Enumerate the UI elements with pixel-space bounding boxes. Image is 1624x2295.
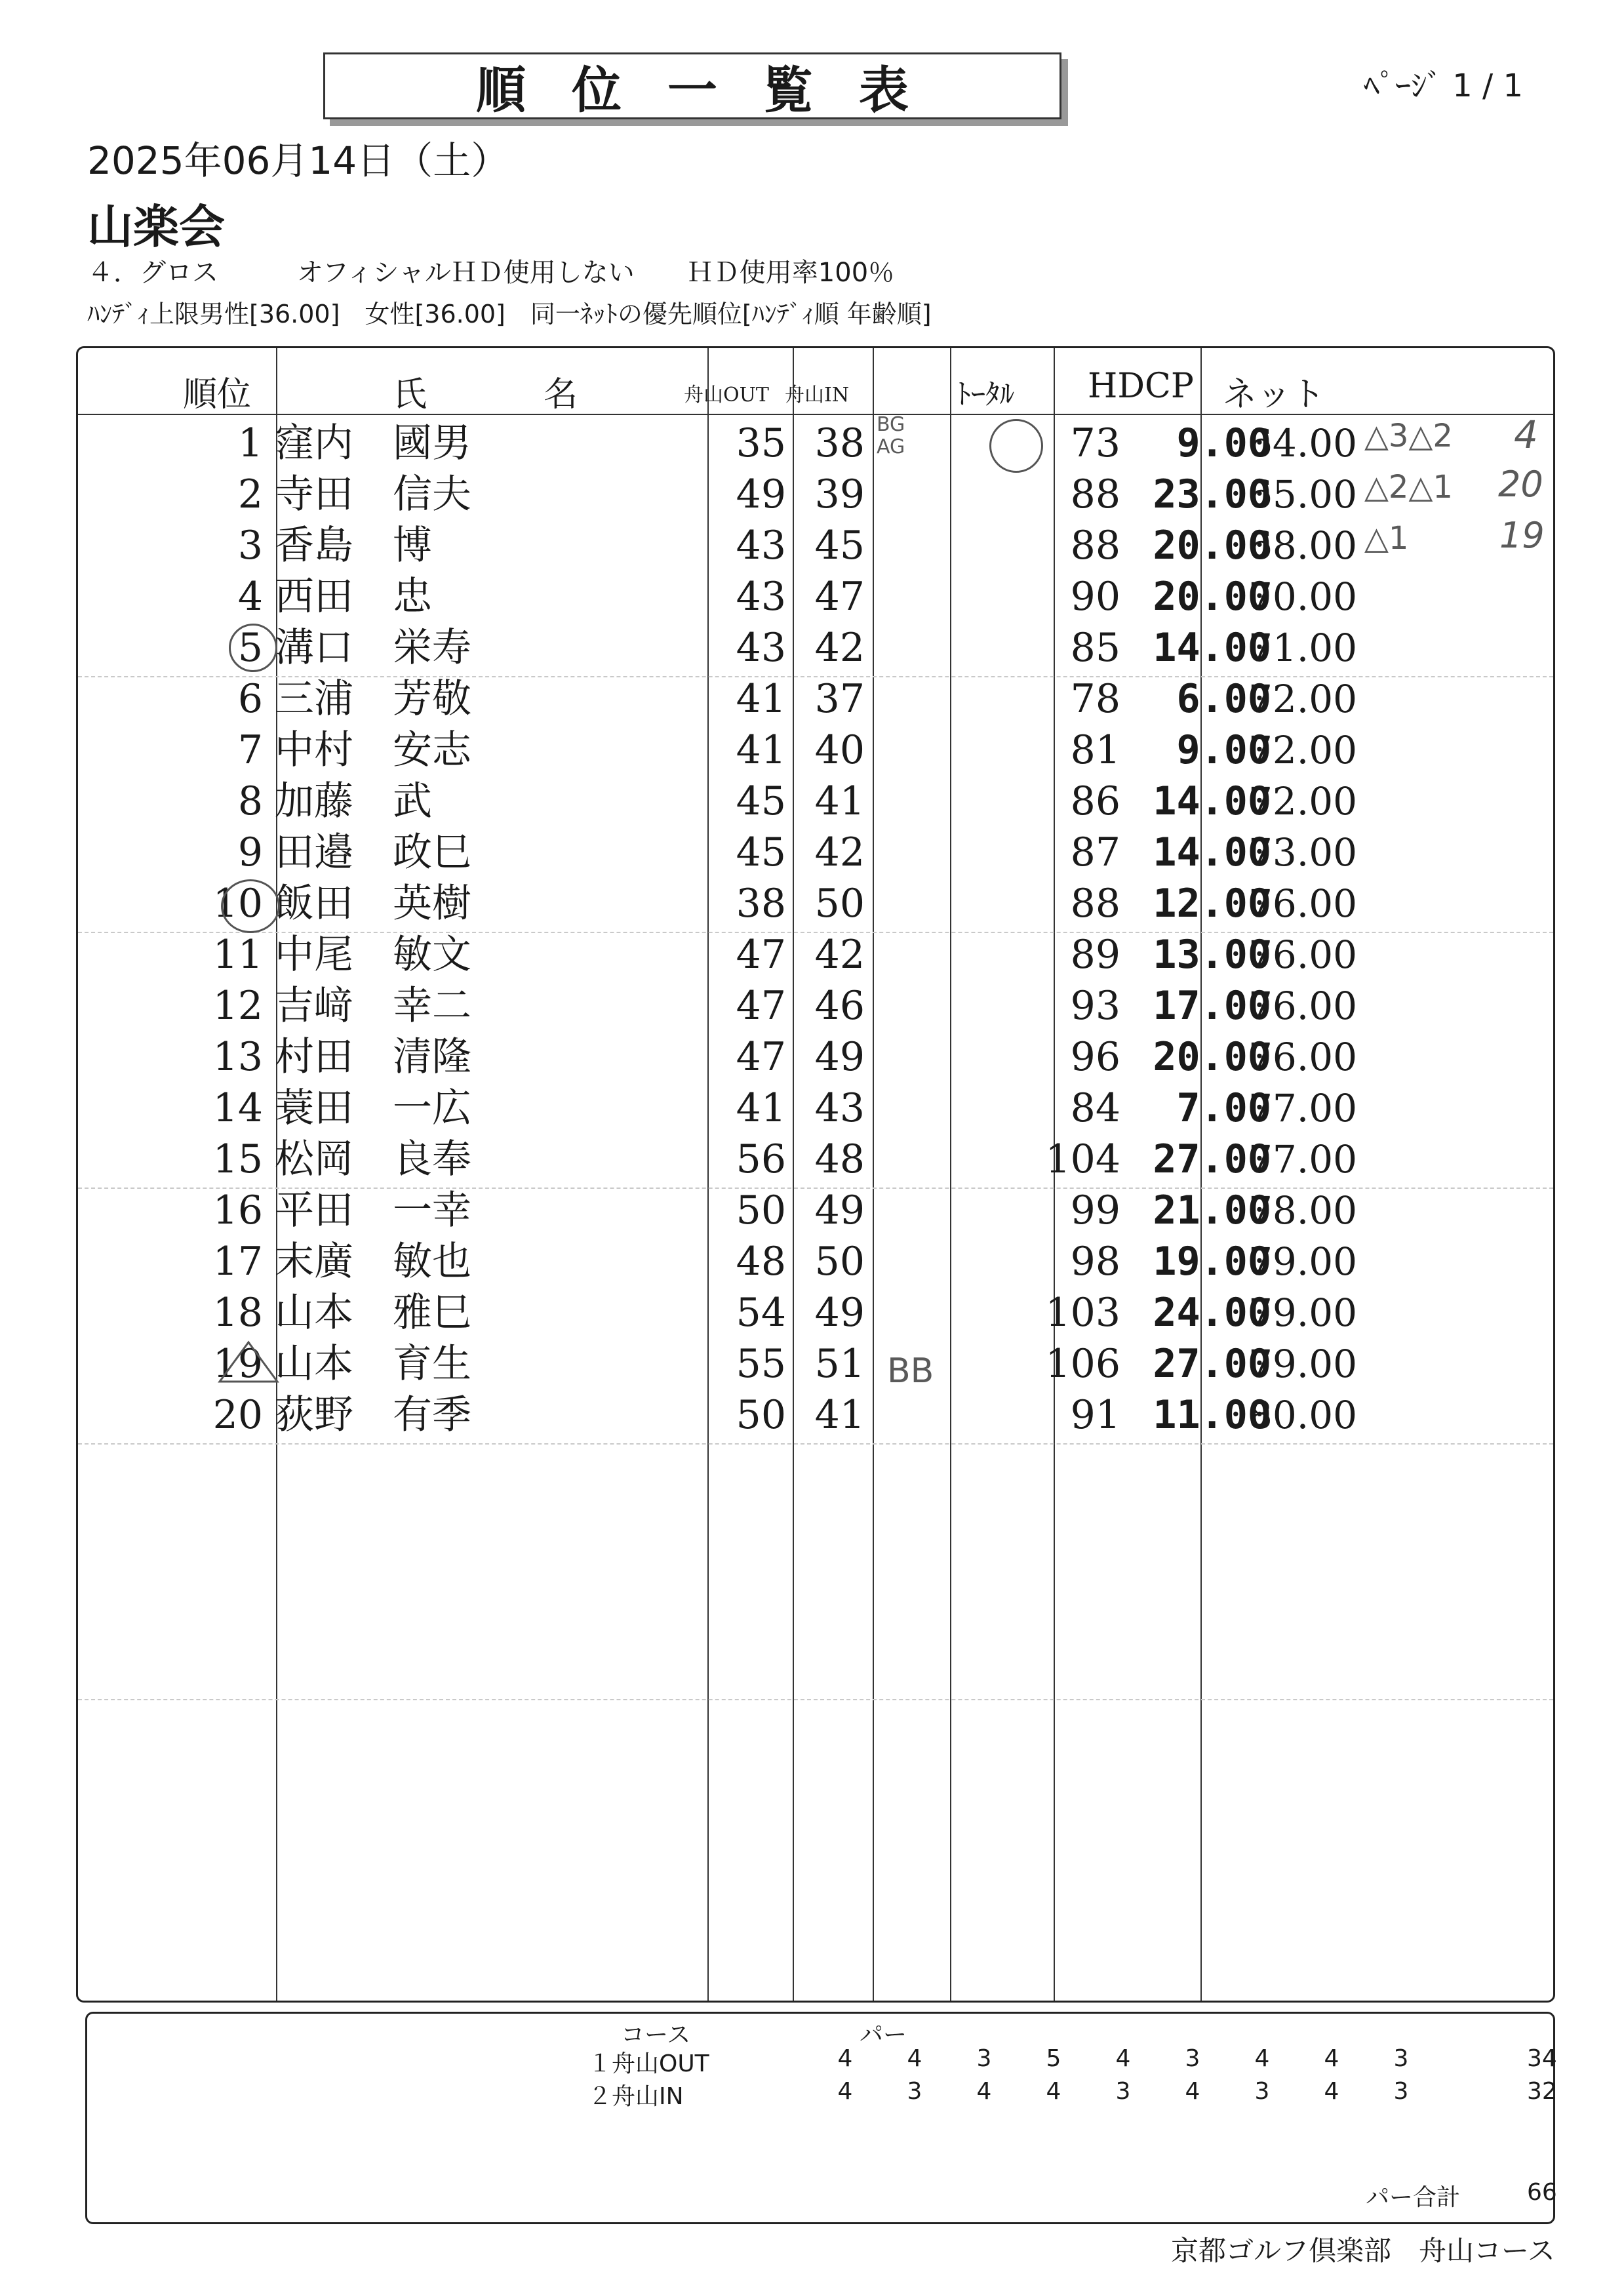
page-number: ﾍﾟｰｼﾞ 1 / 1 xyxy=(1364,68,1524,104)
title-box xyxy=(323,52,1061,119)
handwritten-note: △1 xyxy=(1364,520,1409,557)
rank-cell: 9 xyxy=(237,829,263,875)
ranking-table xyxy=(76,346,1555,2003)
total-score: 98 xyxy=(1070,1239,1120,1285)
handwritten-note: 19 xyxy=(1499,515,1545,556)
rank-cell: 3 xyxy=(237,523,263,569)
total-score: 104 xyxy=(1045,1136,1120,1182)
triangle-mark xyxy=(217,1340,280,1384)
net-score: 68.00 xyxy=(1248,523,1358,568)
course-name: １舟山OUT xyxy=(588,2050,709,2077)
par-total-value: 66 xyxy=(1527,2179,1557,2206)
player-name: 田邉 政巳 xyxy=(275,829,471,875)
net-score: 77.00 xyxy=(1248,1137,1358,1182)
in-score: 38 xyxy=(814,420,865,466)
in-score: 47 xyxy=(814,574,865,620)
in-score: 46 xyxy=(814,983,865,1029)
rank-cell: 5 xyxy=(237,625,263,671)
hole-par: 4 xyxy=(976,2078,992,2105)
header-rank: 順位 xyxy=(183,375,252,414)
in-score: 41 xyxy=(814,778,865,824)
course-name: ２舟山IN xyxy=(588,2083,684,2110)
table-row xyxy=(78,929,1553,980)
rank-cell: 14 xyxy=(212,1085,263,1131)
header-name-2: 名 xyxy=(544,375,578,414)
footer-course-name: 京都ゴルフ倶楽部 舟山コース xyxy=(1171,2235,1555,2267)
in-score: 43 xyxy=(814,1085,865,1131)
rank-cell: 1 xyxy=(237,420,263,466)
out-score: 41 xyxy=(736,676,786,722)
player-name: 末廣 敏也 xyxy=(275,1239,471,1285)
total-score: 93 xyxy=(1070,983,1120,1029)
rank-cell: 10 xyxy=(212,881,263,927)
out-score: 54 xyxy=(736,1290,786,1336)
table-row xyxy=(78,1083,1553,1134)
course-label: コース xyxy=(621,2022,691,2048)
hdcp-value: 19.00 xyxy=(1153,1239,1271,1285)
out-score: 49 xyxy=(736,471,786,517)
table-row xyxy=(78,469,1553,520)
hdcp-value: 11.00 xyxy=(1153,1392,1271,1438)
rank-cell: 4 xyxy=(237,574,263,620)
page-title: 順位一覧表 xyxy=(476,60,955,119)
net-score: 76.00 xyxy=(1248,1035,1358,1079)
rank-cell: 16 xyxy=(212,1187,263,1233)
total-score: 86 xyxy=(1070,778,1120,824)
header-net: ネット xyxy=(1223,375,1326,414)
hdcp-value: 12.00 xyxy=(1153,881,1271,927)
table-row xyxy=(78,673,1553,725)
table-row xyxy=(78,878,1553,929)
player-name: 平田 一幸 xyxy=(275,1187,471,1233)
out-score: 56 xyxy=(736,1136,786,1182)
net-score: 70.00 xyxy=(1248,574,1358,619)
net-score: 72.00 xyxy=(1248,677,1358,721)
par-total-label: パー合計 xyxy=(1366,2184,1461,2211)
player-name: 加藤 武 xyxy=(275,778,432,824)
course-par-sum: 32 xyxy=(1527,2078,1557,2105)
out-score: 55 xyxy=(736,1341,786,1387)
rank-cell: 7 xyxy=(237,727,263,773)
net-score: 76.00 xyxy=(1248,881,1358,926)
hdcp-value: 27.00 xyxy=(1153,1341,1271,1387)
net-score: 79.00 xyxy=(1248,1239,1358,1284)
player-name: 寺田 信夫 xyxy=(275,471,471,517)
table-row xyxy=(78,1338,1553,1389)
player-name: 荻野 有季 xyxy=(275,1392,471,1438)
hole-par: 4 xyxy=(837,2078,853,2105)
rank-cell: 15 xyxy=(212,1136,263,1182)
player-name: 山本 雅巳 xyxy=(275,1290,471,1336)
in-score: 49 xyxy=(814,1187,865,1233)
par-label: パー xyxy=(860,2022,907,2048)
total-score: 84 xyxy=(1070,1085,1120,1131)
in-score: 48 xyxy=(814,1136,865,1182)
net-score: 71.00 xyxy=(1248,626,1358,670)
hdcp-value: 23.00 xyxy=(1153,471,1271,517)
rank-cell: 12 xyxy=(212,983,263,1029)
in-score: 45 xyxy=(814,523,865,569)
header-out: 舟山OUT xyxy=(684,384,769,407)
hole-par: 3 xyxy=(1393,2078,1409,2105)
out-score: 50 xyxy=(736,1187,786,1233)
in-score: 42 xyxy=(814,829,865,875)
total-score: 73 xyxy=(1070,420,1120,466)
in-score: 40 xyxy=(814,727,865,773)
header-name-1: 氏 xyxy=(393,375,427,414)
in-score: 50 xyxy=(814,881,865,927)
in-score: 49 xyxy=(814,1290,865,1336)
score-settings: ４．グロス オフィシャルＨＤ使用しない ＨＤ使用率100％ xyxy=(87,258,895,288)
total-score: 78 xyxy=(1070,676,1120,722)
table-row xyxy=(78,418,1553,469)
total-score: 89 xyxy=(1070,932,1120,978)
hole-par: 4 xyxy=(1115,2045,1131,2072)
club-name: 山楽会 xyxy=(87,200,225,254)
table-row xyxy=(78,1134,1553,1185)
net-score: 76.00 xyxy=(1248,984,1358,1028)
in-score: 49 xyxy=(814,1034,865,1080)
net-score: 78.00 xyxy=(1248,1188,1358,1233)
player-name: 松岡 良奉 xyxy=(275,1136,471,1182)
hdcp-value: 17.00 xyxy=(1153,983,1271,1029)
out-score: 41 xyxy=(736,727,786,773)
out-score: 45 xyxy=(736,829,786,875)
player-name: 中村 安志 xyxy=(275,727,471,773)
total-score: 103 xyxy=(1045,1290,1120,1336)
group-divider xyxy=(78,1699,1553,1700)
total-score: 81 xyxy=(1070,727,1120,773)
table-row xyxy=(78,1185,1553,1236)
hdcp-value: 9.00 xyxy=(1176,420,1271,466)
table-row xyxy=(78,622,1553,673)
hdcp-value: 27.00 xyxy=(1153,1136,1271,1182)
net-score: 79.00 xyxy=(1248,1290,1358,1335)
net-score: 73.00 xyxy=(1248,830,1358,875)
hdcp-value: 6.00 xyxy=(1176,676,1271,722)
out-score: 43 xyxy=(736,523,786,569)
course-par-sum: 34 xyxy=(1527,2045,1557,2072)
in-score: 42 xyxy=(814,932,865,978)
handwritten-note: △2△1 xyxy=(1364,469,1453,506)
in-score: 42 xyxy=(814,625,865,671)
total-score: 87 xyxy=(1070,829,1120,875)
hole-par: 4 xyxy=(1185,2078,1200,2105)
circle-mark xyxy=(989,419,1043,473)
hole-par: 5 xyxy=(1046,2045,1061,2072)
hole-par: 4 xyxy=(1324,2078,1339,2105)
table-row xyxy=(78,980,1553,1031)
out-score: 41 xyxy=(736,1085,786,1131)
net-score: 64.00 xyxy=(1248,421,1358,466)
total-score: 88 xyxy=(1070,881,1120,927)
hole-par: 3 xyxy=(1393,2045,1409,2072)
out-score: 43 xyxy=(736,625,786,671)
total-score: 88 xyxy=(1070,523,1120,569)
out-score: 35 xyxy=(736,420,786,466)
net-score: 80.00 xyxy=(1248,1393,1358,1437)
player-name: 蓑田 一広 xyxy=(275,1085,471,1131)
player-name: 窪内 國男 xyxy=(275,420,471,466)
hdcp-value: 14.00 xyxy=(1153,829,1271,875)
table-row xyxy=(78,571,1553,622)
rank-cell: 8 xyxy=(237,778,263,824)
table-row xyxy=(78,520,1553,571)
out-score: 47 xyxy=(736,1034,786,1080)
hole-par: 3 xyxy=(1254,2078,1270,2105)
rank-cell: 6 xyxy=(237,676,263,722)
hole-par: 3 xyxy=(1185,2045,1200,2072)
circle-mark xyxy=(221,879,280,933)
hdcp-value: 20.00 xyxy=(1153,574,1271,620)
handwritten-mark-bg-ag: BG AG xyxy=(877,413,905,458)
out-score: 38 xyxy=(736,881,786,927)
table-row xyxy=(78,1389,1553,1441)
rank-cell: 18 xyxy=(212,1290,263,1336)
hole-par: 4 xyxy=(907,2045,922,2072)
hdcp-value: 20.00 xyxy=(1153,523,1271,569)
hole-par: 3 xyxy=(1115,2078,1131,2105)
in-score: 41 xyxy=(814,1392,865,1438)
out-score: 50 xyxy=(736,1392,786,1438)
event-date: 2025年06月14日（土） xyxy=(87,138,509,183)
header-total: ﾄｰﾀﾙ xyxy=(957,378,1014,411)
total-score: 91 xyxy=(1070,1392,1120,1438)
net-score: 76.00 xyxy=(1248,932,1358,977)
total-score: 90 xyxy=(1070,574,1120,620)
hdcp-value: 13.00 xyxy=(1153,932,1271,978)
table-row xyxy=(78,1236,1553,1287)
player-name: 三浦 芳敬 xyxy=(275,676,471,722)
in-score: 51 xyxy=(814,1341,865,1387)
player-name: 西田 忠 xyxy=(275,574,432,620)
header-divider xyxy=(78,414,1553,415)
player-name: 溝口 栄寿 xyxy=(275,625,471,671)
table-row xyxy=(78,827,1553,878)
rank-cell: 19 xyxy=(212,1341,263,1387)
hole-par: 4 xyxy=(1324,2045,1339,2072)
handwritten-note: 4 xyxy=(1514,412,1538,457)
player-name: 飯田 英樹 xyxy=(275,881,471,927)
net-score: 72.00 xyxy=(1248,728,1358,772)
table-row xyxy=(78,776,1553,827)
out-score: 43 xyxy=(736,574,786,620)
total-score: 106 xyxy=(1045,1341,1120,1387)
total-score: 96 xyxy=(1070,1034,1120,1080)
hdcp-value: 7.00 xyxy=(1176,1085,1271,1131)
hole-par: 3 xyxy=(907,2078,922,2105)
handwritten-mark-bb: BB xyxy=(887,1351,934,1391)
rank-cell: 11 xyxy=(212,932,263,978)
hdcp-value: 24.00 xyxy=(1153,1290,1271,1336)
rank-cell: 20 xyxy=(212,1392,263,1438)
player-name: 山本 育生 xyxy=(275,1341,471,1387)
circle-mark xyxy=(229,624,277,672)
hole-par: 4 xyxy=(1254,2045,1270,2072)
course-par-box xyxy=(85,2012,1555,2224)
hdcp-value: 9.00 xyxy=(1176,727,1271,773)
net-score: 79.00 xyxy=(1248,1342,1358,1386)
player-name: 香島 博 xyxy=(275,523,432,569)
hole-par: 4 xyxy=(837,2045,853,2072)
in-score: 50 xyxy=(814,1239,865,1285)
net-score: 72.00 xyxy=(1248,779,1358,824)
in-score: 37 xyxy=(814,676,865,722)
out-score: 45 xyxy=(736,778,786,824)
rank-cell: 2 xyxy=(237,471,263,517)
table-row xyxy=(78,1287,1553,1338)
group-divider xyxy=(78,1443,1553,1445)
rank-cell: 17 xyxy=(212,1239,263,1285)
table-row xyxy=(78,1031,1553,1083)
player-name: 吉﨑 幸二 xyxy=(275,983,471,1029)
net-score: 77.00 xyxy=(1248,1086,1358,1130)
hole-par: 3 xyxy=(976,2045,992,2072)
hdcp-value: 14.00 xyxy=(1153,778,1271,824)
net-score: 65.00 xyxy=(1248,472,1358,517)
rank-cell: 13 xyxy=(212,1034,263,1080)
out-score: 47 xyxy=(736,983,786,1029)
table-row xyxy=(78,725,1553,776)
in-score: 39 xyxy=(814,471,865,517)
total-score: 85 xyxy=(1070,625,1120,671)
player-name: 村田 清隆 xyxy=(275,1034,471,1080)
header-hdcp: HDCP xyxy=(1088,367,1194,406)
total-score: 99 xyxy=(1070,1187,1120,1233)
handwritten-note: 20 xyxy=(1498,464,1543,505)
out-score: 48 xyxy=(736,1239,786,1285)
hdcp-value: 20.00 xyxy=(1153,1034,1271,1080)
handwritten-note: △3△2 xyxy=(1364,418,1453,454)
handicap-settings: ﾊﾝﾃﾞｨ上限男性[36.00] 女性[36.00] 同一ﾈｯﾄの優先順位[ﾊﾝﾃﾞｨ順 年齢順] xyxy=(87,300,932,329)
player-name: 中尾 敏文 xyxy=(275,932,471,978)
header-in: 舟山IN xyxy=(785,384,850,407)
hole-par: 4 xyxy=(1046,2078,1061,2105)
hdcp-value: 21.00 xyxy=(1153,1187,1271,1233)
out-score: 47 xyxy=(736,932,786,978)
total-score: 88 xyxy=(1070,471,1120,517)
hdcp-value: 14.00 xyxy=(1153,625,1271,671)
